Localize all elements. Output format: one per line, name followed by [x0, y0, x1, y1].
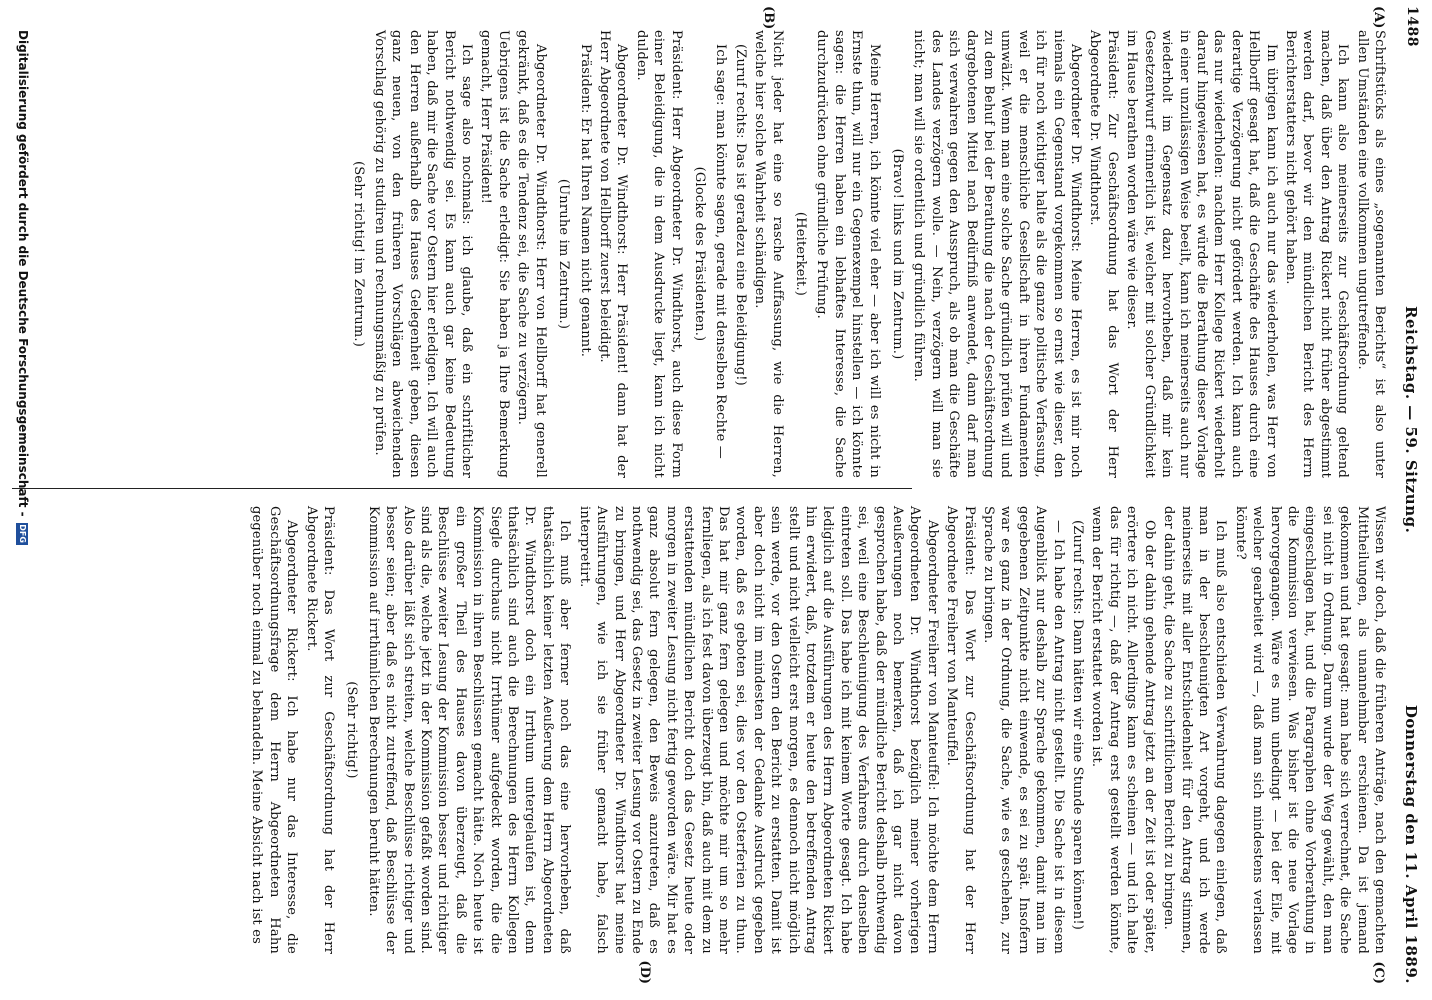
- paragraph: Im übrigen kann ich auch nur das wiederholen, was Herr von Hellborff gesagt hat, daß die Geschäfte des Hauses durch eine derartige Verzögerung nicht gefördert werden. Ich kann auch das nur wiederholen: nachdem Herr Kollege Rickert wiederholt darauf hingewiesen hat, es würde die Berathung dieser Vorlage in einer unzulässigen Weise beeilt, kann ich meinerseits auch nur wiederholt im Gegensatz dazu hervorheben, daß mir kein Gesetzentwurf erinnerlich ist, welcher mit solcher Gründlichkeit im Hause berathen worden wäre wie dieser.: [1124, 30, 1279, 478]
- running-title: Reichstag. — 59. Sitzung.: [1402, 306, 1420, 534]
- margin-marker-b: (B): [761, 6, 776, 30]
- paragraph: (Unruhe im Zentrum.): [556, 178, 572, 330]
- paragraph: Abgeordneter Freiherr von Manteuffel: Ich möchte dem Herrn Abgeordneten Dr. Windthorst bezüglich meiner vorherigen Aeußerungen noch bemerken, daß ich gar nicht davon gesprochen habe, daß der mündliche Bericht deshalb nothwendig sei, weil eine Beschleunigung des Verfahrens durch denselben eintreten soll. Das habe ich mit keinem Worte gesagt. Ich habe lediglich auf die Ausführungen des Herrn Abgeordneten Rickert hin erwidert, daß, trotzdem er heute den betreffenden Antrag stellt und nicht vielleicht erst morgen, es dennoch nicht möglich sein werde, vor den Ostern den Bericht zu erstatten. Damit ist aber doch nicht im mindesten der Gedanke Ausdruck gegeben worden, daß es geboten sei, dies vor den Osterferien zu thun. Das hat mir ganz fern gelegen und möchte mir um so mehr fernliegen, als ich fest davon überzeugt bin, daß auch mit dem zu erstattenden mündlichen Bericht doch das Gesetz heute oder morgen in zweiter Lesung nicht fertig geworden wäre. Mir hat es ganz absolut fern gelegen, den Beweis anzutreten, daß es nothwendig sei, das Gesetz in zweiter Lesung vor Ostern zu Ende zu bringen, und Herr Abgeordneter Dr. Windthorst hat meine Ausführungen, wie ich sie früher gemacht habe, falsch interpretirt.: [576, 506, 940, 954]
- left-column: [343, 30, 1388, 478]
- paragraph: Ich sage: man könnte sagen, gerade mit denselben Rechte —: [713, 44, 729, 460]
- paragraph: Präsident: Das Wort zur Geschäftsordnung hat der Herr Abgeordnete Rickert.: [303, 506, 337, 954]
- paragraph: Präsident: Herr Abgeordneter Dr. Windthorst, auch diese Form einer Beleidigung, die in dem Ausdrucke liegt, kann ich nicht dulden.: [633, 30, 684, 478]
- paragraph: (Sehr richtig! im Zentrum.): [350, 161, 366, 347]
- paragraph: Ob der dahin gehende Antrag jetzt an der Zeit ist oder später, erörtere ich nicht. Allerdings kann es scheinen — und ich halte das für richtig —, daß der Antrag erst gestellt werden könnte, wenn der Bericht erstattet worden ist.: [1089, 506, 1157, 954]
- paragraph: Abgeordneter Dr. Windthorst: Meine Herren, es ist mir noch niemals ein Gegenstand vorgekommen so ernst wie dieser, den ich für noch wichtiger halte als die ganze politische Verfassung, weil er die menschliche Gesellschaft in ihren Fundamenten umwälzt. Wenn man eine solche Sache gründlich prüfen will und zu dem Behuf bei der Berathung die nach der Geschäftsordnung dargebotenen Mittel nach Bedürfniß anwendet, dann darf man sich verwahren gegen den Ausspruch, als ob man die Geschäfte des Landes verzögern wolle. — Nein, verzögern will man sie nicht; man will sie ordentlich und gründlich führen.: [911, 30, 1084, 478]
- paragraph: Uebrigens ist die Sache erledigt: Sie haben ja Ihre Bemerkung gemacht, Herr Präsident!: [478, 30, 511, 478]
- paragraph: (Bravo! links und im Zentrum.): [890, 148, 906, 360]
- paragraph: Meine Herren, ich könnte viel eher — aber ich will es nicht in Ernste thun, will nur ein Gegenexempel hinstellen — ich könnte sagen: die Herren haben ein lebhaftes Interesse, die Sache durchzudrücken ohne gründliche Prüfung.: [814, 30, 882, 478]
- paragraph: Ich muß aber ferner noch das eine hervorheben, daß thatsächlich keiner letzten Aeußerung dem Herrn Abgeordneten Dr. Windthorst doch ein Irrthum untergelaufen ist, denn thatsächlich sind auch die Berechnungen des Herrn Kollegen Siegle durchaus nicht Irrthümer aufgedeckt worden, die die Kommission in ihren Beschlüssen gemacht hätte. Noch heute ist ein großer Theil des Hauses davon überzeugt, daß die Beschlüsse zweiter Lesung der Kommission besser und richtiger sind als die, welche jetzt in der Kommission gefaßt worden sind. Also darüber läßt sich streiten, welche Beschlüsse richtiger und besser seien; aber daß es nicht zutreffend, daß Beschlüsse der Kommission auf irrthümlichen Berechnungen beruht hätten.: [365, 506, 573, 954]
- paragraph: Abgeordneter Dr. Windthorst: Herr Präsident! dann hat der Herr Abgeordnete von Hellborff zuerst beleidigt.: [596, 30, 630, 478]
- paragraph: Nicht jeder hat eine so rasche Auffassung, wie die Herren, welche hier solche Wahrheit schändigen.: [752, 30, 785, 478]
- paragraph: (Heiterkeit.): [793, 211, 808, 297]
- right-column: [246, 506, 1388, 954]
- paragraph: Abgeordneter Rickert: Ich habe nur das Interesse, die Geschäftsordnungsfrage dem Herrn Abgeordneten Hahn gegenüber noch einmal zu behandeln. Meine Absicht nach ist es: [249, 506, 300, 954]
- dfg-logo: DFG: [18, 524, 28, 543]
- paragraph: Wissen wir doch, daß die früheren Anträge, nach den gemachten Mittheilungen, als unannehmbar erschienen. Da ist jemand gekommen und hat gesagt: man habe sich verrechnet, die Sache sei nicht in Ordnung. Darum wurde der Weg gewählt, den man eingeschlagen hat, und die Paragraphen ohne Vorberathung in die Kommission verwiesen. Was bisher ist die neue Vorlage hervorgegangen. Wäre es nun unbedingt — bei der Eile, mit welcher gearbeitet wird —, daß man sich mindestens verlassen könnte?: [1232, 506, 1387, 954]
- page-number: 1488: [1404, 6, 1420, 47]
- paragraph: Ich kann also meinerseits zur Geschäftsordnung geltend machen, daß über den Antrag Rickert nicht früher abgestimmt werden darf, bevor wir den mündlichen Bericht des Herrn Berichterstatters nicht gehört haben.: [1282, 30, 1351, 478]
- session-date: Donnerstag den 11. April 1889.: [1402, 704, 1420, 984]
- digitization-credit: [16, 30, 30, 545]
- column-divider: [12, 488, 912, 489]
- credit-text: Digitalisierung gefördert durch die Deutsche Forschungsgemeinschaft -: [16, 30, 30, 517]
- paragraph: — Ich habe den Antrag nicht gestellt. Die Sache ist in diesem Augenblick nur deshalb zur Sprache gekommen, damit man im gegebenen Zeitpunkte nicht einwende, es sei zu spät. Insofern war es ganz in der Ordnung, die Sache, wie es geschehen, zur Sprache zu bringen.: [981, 506, 1066, 954]
- margin-marker-d: (D): [637, 960, 652, 984]
- paragraph: Abgeordneter Dr. Windthorst: Herr von Hellborff hat generell gekränkt, daß es die Tendenz sei, die Sache zu verzögern.: [515, 30, 548, 478]
- paragraph: (Zuruf rechts: Das ist geradezu eine Beleidigung!): [732, 44, 748, 386]
- page-header: [1396, 6, 1424, 984]
- paragraph: (Sehr richtig!): [344, 681, 360, 779]
- paragraph: Ich muß also entschieden Verwahrung dagegen einlegen, daß man in der beschleunigten Art vorgeht, und ich werde meinerseits mit aller Entschiedenheit für den Antrag stimmen, der dahin geht, die Sache zu schriftlichem Bericht zu bringen.: [1161, 506, 1229, 954]
- paragraph: Präsident: Er hat Ihren Namen nicht genannt.: [577, 44, 593, 358]
- paragraph: Präsident: Das Wort zur Geschäftsordnung hat der Herr Abgeordnete Freiherr von Manteuffel.: [944, 506, 977, 954]
- margin-marker-c: (C): [1371, 961, 1386, 984]
- paragraph: Präsident: Zur Geschäftsordnung hat das Wort der Herr Abgeordnete Dr. Windthorst.: [1087, 30, 1120, 478]
- paragraph: (Glocke des Präsidenten.): [691, 166, 707, 342]
- paragraph: Schriftstücks als eines „sogenannten Berichts“ ist also unter allen Umständen eine vollkommen ungutreffende.: [1354, 30, 1387, 478]
- paragraph: Ich sage also nochmals: ich glaube, daß ein schriftlicher Bericht nothwendig sei. Es kann auch gar keine Bedeutung haben, daß mir die Sache vor Ostern hier erledigen. Ich will auch den Herren außerhalb des Hauses Gelegenheit geben, diesen ganz neuen, von den früheren Vorschlägen abweichenden Vorschlag gehörig zu studiren und rechnungsmäßig zu prüfen.: [372, 30, 475, 478]
- margin-marker-a: (A): [1371, 6, 1386, 29]
- paragraph: (Zuruf rechts: Dann hätten wir eine Stunde sparen können!): [1070, 520, 1086, 931]
